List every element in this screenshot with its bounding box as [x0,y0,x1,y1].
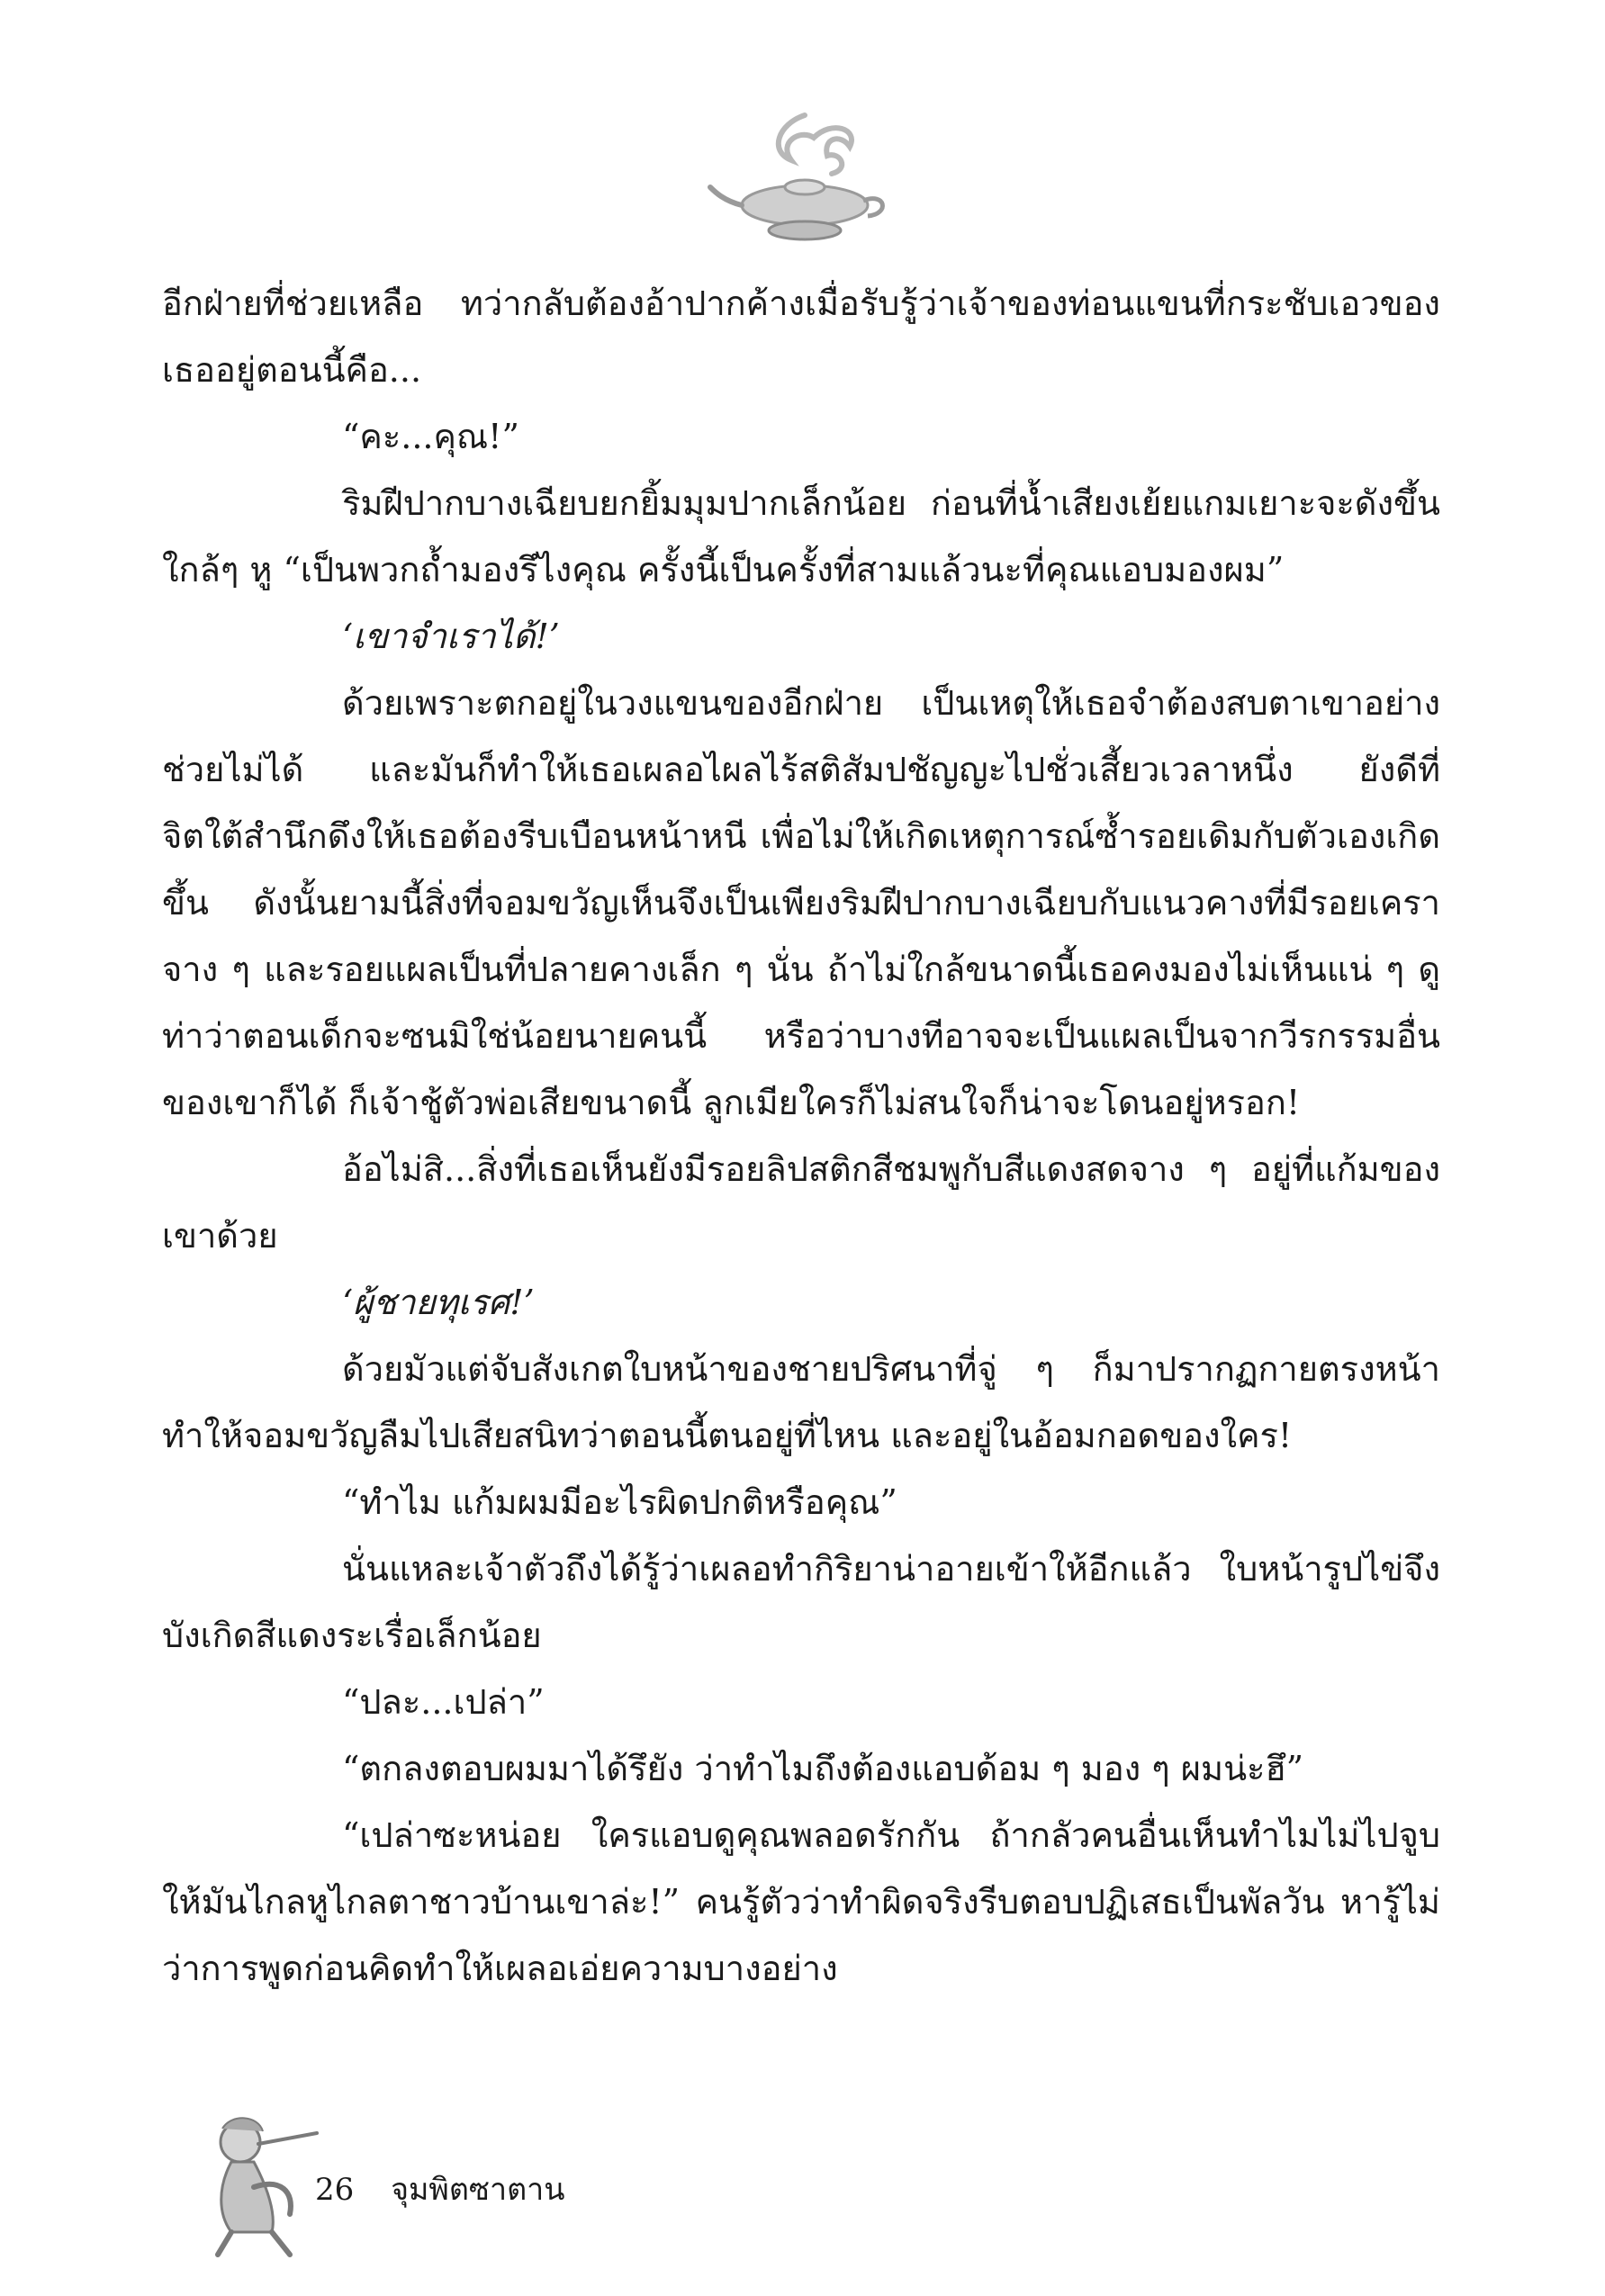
body-text [162,270,1440,2002]
paragraph: ริมฝีปากบางเฉียบยกยิ้มมุมปากเล็กน้อย ก่อนที่น้ำเสียงเย้ยแกมเยาะจะดังขึ้นใกล้ๆ หู “เป็นพวกถ้ำมองรึไงคุณ ครั้งนี้เป็นครั้งที่สามแล้วนะที่คุณแอบมองผม” [162,483,1440,590]
page-number: 26 [315,2172,355,2208]
paragraph: ด้วยเพราะตกอยู่ในวงแขนของอีกฝ่าย เป็นเหตุให้เธอจำต้องสบตาเขาอย่างช่วยไม่ได้ และมันก็ทำให้เธอเผลอไผลไร้สติสัมปชัญญะไปชั่วเสี้ยวเวลาหนึ่ง ยังดีที่จิตใต้สำนึกดึงให้เธอต้องรีบเบือนหน้าหนี เพื่อไม่ให้เกิดเหตุการณ์ซ้ำรอยเดิมกับตัวเองเกิดขึ้น ดังนั้นยามนี้สิ่งที่จอมขวัญเห็นจึงเป็นเพียงริมฝีปากบางเฉียบกับแนวคางที่มีรอยเคราจาง ๆ และรอยแผลเป็นที่ปลายคางเล็ก ๆ นั่น ถ้าไม่ใกล้ขนาดนี้เธอคงมองไม่เห็นแน่ ๆ ดูท่าว่าตอนเด็กจะซนมิใช่น้อยนายคนนี้ หรือว่าบางทีอาจจะเป็นแผลเป็นจากวีรกรรมอื่นของเขาก็ได้ ก็เจ้าชู้ตัวพ่อเสียขนาดนี้ ลูกเมียใครก็ไม่สนใจก็น่าจะโดนอยู่หรอก! [162,683,1441,1122]
paragraph: ‘ผู้ชายทุเรศ!’ [342,1283,535,1322]
paragraph: ด้วยมัวแต่จับสังเกตใบหน้าของชายปริศนาที่จู่ ๆ ก็มาปรากฏกายตรงหน้าทำให้จอมขวัญลืมไปเสียสนิทว่าตอนนี้ตนอยู่ที่ไหน และอยู่ในอ้อมกอดของใคร! [162,1349,1440,1455]
sitting-boy-figure-icon [191,2106,326,2259]
genie-lamp-icon [706,106,904,250]
paragraph: “เปล่าซะหน่อย ใครแอบดูคุณพลอดรักกัน ถ้ากลัวคนอื่นเห็นทำไมไม่ไปจูบให้มันไกลหูไกลตาชาวบ้านเขาล่ะ!” คนรู้ตัวว่าทำผิดจริงรีบตอบปฏิเสธเป็นพัลวัน หารู้ไม่ว่าการพูดก่อนคิดทำให้เผลอเอ่ยความบางอย่าง [162,1815,1440,1988]
paragraph: นั่นแหละเจ้าตัวถึงได้รู้ว่าเผลอทำกิริยาน่าอายเข้าให้อีกแล้ว ใบหน้ารูปไข่จึงบังเกิดสีแดงระเรื่อเล็กน้อย [162,1549,1440,1655]
page-footer [315,2165,565,2213]
paragraph: “ทำไม แก้มผมมีอะไรผิดปกติหรือคุณ” [342,1482,897,1522]
paragraph: “คะ...คุณ!” [342,417,519,456]
paragraph: ‘เขาจำเราได้!’ [342,617,560,656]
book-title: จุมพิตซาตาน [391,2172,565,2208]
paragraph: “ตกลงตอบผมมาได้รึยัง ว่าทำไมถึงต้องแอบด้อม ๆ มอง ๆ ผมน่ะฮึ” [342,1749,1304,1788]
paragraph: อ้อไม่สิ...สิ่งที่เธอเห็นยังมีรอยลิปสติกสีชมพูกับสีแดงสดจาง ๆ อยู่ที่แก้มของเขาด้วย [162,1149,1440,1256]
paragraph: อีกฝ่ายที่ช่วยเหลือ ทว่ากลับต้องอ้าปากค้างเมื่อรับรู้ว่าเจ้าของท่อนแขนที่กระชับเอวของเธออยู่ตอนนี้คือ... [162,284,1440,390]
paragraph: “ปละ...เปล่า” [342,1682,545,1722]
